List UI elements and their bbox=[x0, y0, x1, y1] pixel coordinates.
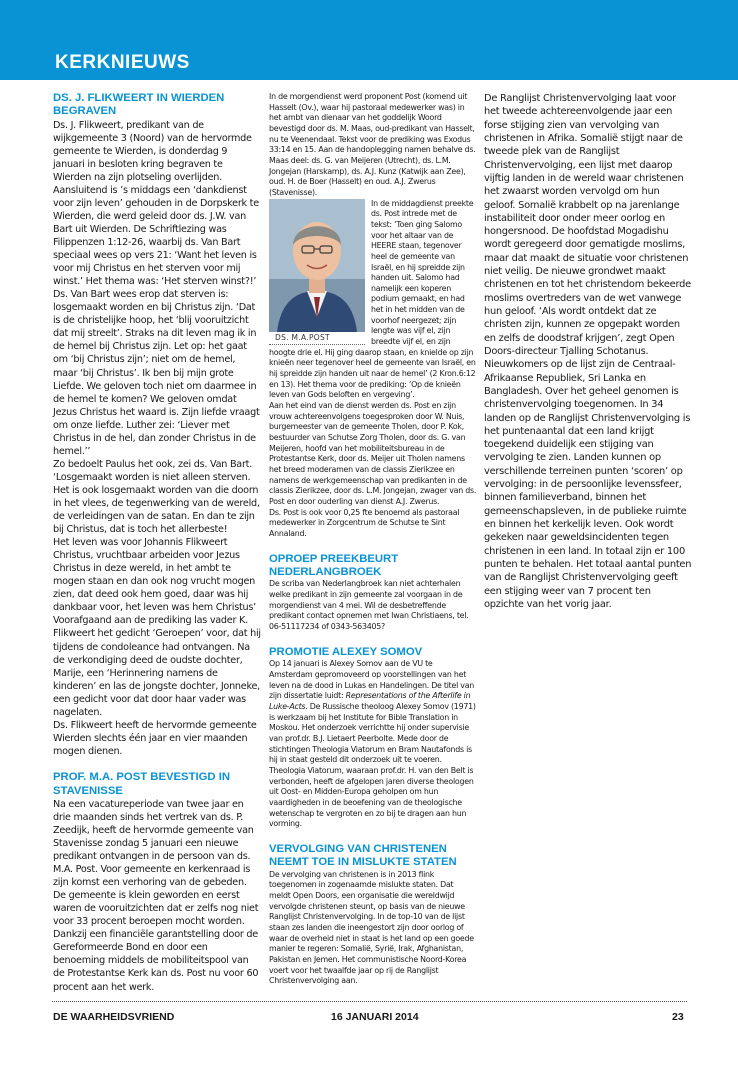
heading-post: PROF. M.A. POST BEVESTIGD IN STAVENISSE bbox=[53, 771, 231, 797]
post-paragraph-6: Ds. Post is ook voor 0,25 fte benoemd als pastoraal medewerker in Zorgcentrum de Schutse te Sint Annaland. bbox=[269, 507, 460, 538]
somov-intro: Op 14 januari is Alexey Somov aan de VU te Amsterdam gepromoveerd op voorstellingen van het leven na de dood in Lukas en Handelingen. De titel van zijn dissertatie luidt: bbox=[269, 659, 475, 701]
column-3 bbox=[484, 92, 692, 611]
post-paragraph-5: Aan het eind van de dienst werden ds. Post en zijn vrouw achtereenvolgens toegesproken door W. Nuis, burgemeester van de gemeente Tholen, door P. Kok, bestuurder van Schutse Zorg Tholen, door ds. G. van Meijeren, hoofd van het mobiliteitsbureau in de Protestantse Kerk, door ds. Meijer uit Tholen namens het breed moderamen van de classis Zierikzee en namens de werkgemeenschap van predikanten in de classis Zierikzee, door ds. L.M. Jongejan, zwager van ds. Post en door ouderling van dienst A.J. Zwerus. bbox=[269, 401, 477, 506]
post-paragraph-4: In de middagdienst preekte ds. Post intrede met de tekst: ‘Toen ging Salomo voor het altaar van de HEERE staan, tegenover heel de gemeente van Israël, en hij spreidde zijn handen uit. Salomo had namelijk een koperen podium gemaakt, en had het in het midden van de voorhof neergezet; zijn lengte was vijf el, zijn breedte vijf el, en zijn hoogte drie el. Hij ging daarop staan, en knielde op zijn knieën neer tegenover heel de gemeente van Israël, en hij spreidde zijn handen uit naar de hemel’ (2 Kron.6:12 en 13). Het thema voor de prediking: ‘Op de knieën leven van Gods beloften en vergeving’. bbox=[269, 198, 476, 400]
portrait-illustration bbox=[269, 199, 365, 332]
section-banner bbox=[0, 0, 738, 80]
flikweert-paragraph-4: Het leven was voor Johannis Flikweert Christus, vruchtbaar arbeiden voor Jezus Christus in deze wereld, in het ambt te mogen staan en dan ook nog vrucht mogen zien, dat deed ook hem goed, daar was hij dankbaar voor, het leven was hem Christus’ bbox=[53, 537, 256, 614]
footer-page-number: 23 bbox=[672, 1011, 684, 1023]
post-paragraph-2: De gemeente is klein geworden en eerst waren de vooruitzichten dat er zelfs nog niet voor 33 procent beroepen mocht worden. Dankzij een financiële garantstelling door de Gereformeerde Bond en door een benoeming middels de mobiliteitspool van de Protestantse Kerk kan ds. Post nu voor 60 procent aan het werk. bbox=[53, 890, 259, 993]
heading-flikweert: DS. J. FLIKWEERT IN WIERDEN BEGRAVEN bbox=[53, 92, 225, 118]
flikweert-paragraph-3: Zo bedoelt Paulus het ook, zei ds. Van Bart. ‘Losgemaakt worden is niet alleen sterven. Het is ook losgemaakt worden van die doorn in het vlees, de tegenwerking van de wereld, de verleidingen van de satan. En dan te zijn bij Christus, dat is toch het allerbeste! bbox=[53, 458, 260, 536]
dissertation-title: Representations of the Afterlife in Luke-Acts bbox=[269, 691, 471, 711]
footer-publication: DE WAARHEIDSVRIEND bbox=[53, 1011, 175, 1023]
vervolging-paragraph-2: De Ranglijst Christenvervolging laat voor het tweede achtereenvolgende jaar een forse stijging zien van vervolging van christenen in Afrika. Somalië stijgt naar de tweede plek van de Ranglijst Christenvervolging, een lijst met daarop vijftig landen in de wereld waar christenen het zwaarst worden vervolgd om hun geloof. Somalië krabbelt op na jarenlange instabiliteit door onder meer oorlog en hongersnood. De hoofdstad Mogadishu wordt geregeerd door gematigde moslims, maar dat maakt de situatie voor christenen niet veilig. De nieuwe grondwet maakt christenen en tot het christendom bekeerde moslims overtreders van de wet vanwege hun geloof. ‘Als wordt ontdekt dat ze christen zijn, kunnen ze opgepakt worden en zelfs de doodstraf krijgen’, zegt Open Doors-directeur Tjalling Schotanus. bbox=[484, 93, 691, 357]
vervolging-paragraph-3: Nieuwkomers op de lijst zijn de Centraal-Afrikaanse Republiek, Sri Lanka en Bangladesh. Over het geheel genomen is christenvervolging toegenomen. In 34 landen op de Ranglijst Christenvervolging is het puntenaantal dat een land krijgt toegekend duidelijk een stijging van vervolging te zien. Landen kunnen op verschillende terreinen punten ‘scoren’ op vervolging: in de persoonlijke levenssfeer, binnen familieverband, binnen het gemeenschapsleven, in de publieke ruimte en binnen het kerkelijk leven. Ook wordt gekeken naar geweldsincidenten tegen christenen in een land. In totaal zijn er 100 punten te behalen. Het totaal aantal punten van de Ranglijst Christenvervolging geeft een stijging weer van 7 procent ten opzichte van het vorig jaar. bbox=[484, 359, 692, 610]
vervolging-paragraph-1: De vervolging van christenen is in 2013 flink toegenomen in zogenaamde mislukte staten. Dat meldt Open Doors, een organisatie die wereldwijd vervolgde christenen steunt, op basis van de nieuwe Ranglijst Christenvervolging. In de top-10 van de lijst staan zes landen die ineengestort zijn door oorlog of waar de overheid niet in staat is het land op een goede manier te regeren: Somalië, Syrië, Irak, Afghanistan, Pakistan en Jemen. Het communistische Noord-Korea voert voor het twaalfde jaar op rij de Ranglijst Christenvervolging aan. bbox=[269, 869, 474, 986]
post-paragraph-1: Na een vacatureperiode van twee jaar en drie maanden sinds het vertrek van ds. P. Zeedijk, heeft de hervormde gemeente van Stavenisse zondag 5 januari een nieuwe predikant ontvangen in de persoon van ds. M.A. Post. Voor gemeente en kerkenraad is zijn komst een verhoring van de gebeden. bbox=[53, 798, 254, 889]
footer-date: 16 JANUARI 2014 bbox=[331, 1011, 419, 1023]
somov-rest: . De Russische theoloog Alexey Somov (1971) is werkzaam bij het Institute for Bible Translation in Moskou. Het onderzoek verrichtte hij onder supervisie van prof.dr. B.J. Lietaert Peerbolte. Mede door de stichtingen Theologia Viatorum en Bram Nautafonds is hij in staat gesteld dit onderzoek uit te voeren. Theologia Viatorum, waaraan prof.dr. H. van den Belt is verbonden, heeft de afgelopen jaren diverse theologen uit Oost- en Midden-Europa geholpen om hun vaardigheden in de beoefening van de theologische wetenschap te vergroten en zo bij te dragen aan hun vorming. bbox=[269, 702, 476, 829]
portrait-caption: DS. M.A.POST bbox=[269, 332, 365, 345]
portrait-photo bbox=[269, 199, 365, 347]
oproep-paragraph: De scriba van Nederlangbroek kan niet achterhalen welke predikant in zijn gemeente zal voorgaan in de morgendienst van 4 mei. Wil de desbetreffende predikant contact opnemen met Iwan Christiaens, tel. 06-51117234 of 0343-563405? bbox=[269, 579, 469, 632]
flikweert-paragraph-2: Ds. Van Bart wees erop dat sterven is: losgemaakt worden en bij Christus zijn. ‘Dat is de christelijke hoop, het ‘blij vooruitzicht dat mij streelt’. Straks na dit leven mag ik in de hemel bij Christus zijn. Let op: het gaat om ‘bij Christus zijn’; niet om de hemel, maar ‘bij Christus’. Ik ben bij mijn grote Liefde. We geloven toch niet om daarmee in de hemel te komen? We geloven omdat Jezus Christus het waard is. Zijn liefde vraagt om onze liefde. Luther zei: ‘Liever met Christus in de hel, dan zonder Christus in de hemel.’’ bbox=[53, 289, 260, 457]
column-1 bbox=[53, 92, 261, 994]
section-title: KERKNIEUWS bbox=[55, 52, 190, 73]
footer-divider bbox=[52, 1001, 687, 1002]
portrait-image bbox=[269, 199, 365, 332]
heading-somov: PROMOTIE ALEXEY SOMOV bbox=[269, 646, 423, 659]
flikweert-paragraph-6: Ds. Flikweert heeft de hervormde gemeente Wierden slechts één jaar en vier maanden mogen dienen. bbox=[53, 719, 257, 757]
flikweert-paragraph-5: Voorafgaand aan de prediking las vader K. Flikweert het gedicht ‘Geroepen’ voor, dat hij tijdens de condoleance had ontvangen. Na de verkondiging deed de oudste dochter, Marije, een ‘Herinnering namens de kinderen’ en las de jongste dochter, Jonneke, een gedicht voor dat door haar vader was nagelaten. bbox=[53, 615, 261, 718]
flikweert-paragraph-1: Ds. J. Flikweert, predikant van de wijkgemeente 3 (Noord) van de hervormde gemeente te Wierden, is donderdag 9 januari in besloten kring begraven te Wierden na zijn plotseling overlijden. Aansluitend is ’s middags een ‘dankdienst voor zijn leven’ gehouden in de Dorpskerk te Wierden, die werd geleid door ds. J.W. van Bart uit Wierden. De Schriftlezing was Filippenzen 1:12-26, waarbij ds. Van Bart speciaal wees op vers 21: ‘Want het leven is voor mij Christus en het sterven voor mij winst.’ Het thema was: ‘Het sterven winst?!’ bbox=[53, 119, 259, 288]
heading-vervolging: VERVOLGING VAN CHRISTENEN NEEMT TOE IN MISLUKTE STATEN bbox=[269, 843, 457, 869]
heading-oproep: OPROEP PREEKBEURT NEDERLANGBROEK bbox=[269, 552, 399, 579]
post-paragraph-3: In de morgendienst werd proponent Post (komend uit Hasselt (Ov.), waar hij pastoraal medewerker was) in het ambt van dienaar van het goddelijk Woord bevestigd door ds. M. Maas, oud-predikant van Hasselt, nu te Veenendaal. Tekst voor de prediking was Exodus 33:14 en 15. Aan de handoplegging namen behalve ds. Maas deel: ds. G. van Meijeren (Utrecht), ds. L.M. Jongejan (Harskamp), ds. A.J. Kunz (Katwijk aan Zee), oud. H. de Boer (Hasselt) en oud. A.J. Zwerus (Stavenisse). bbox=[269, 92, 476, 197]
column-2 bbox=[269, 92, 477, 987]
somov-paragraph bbox=[269, 659, 477, 830]
